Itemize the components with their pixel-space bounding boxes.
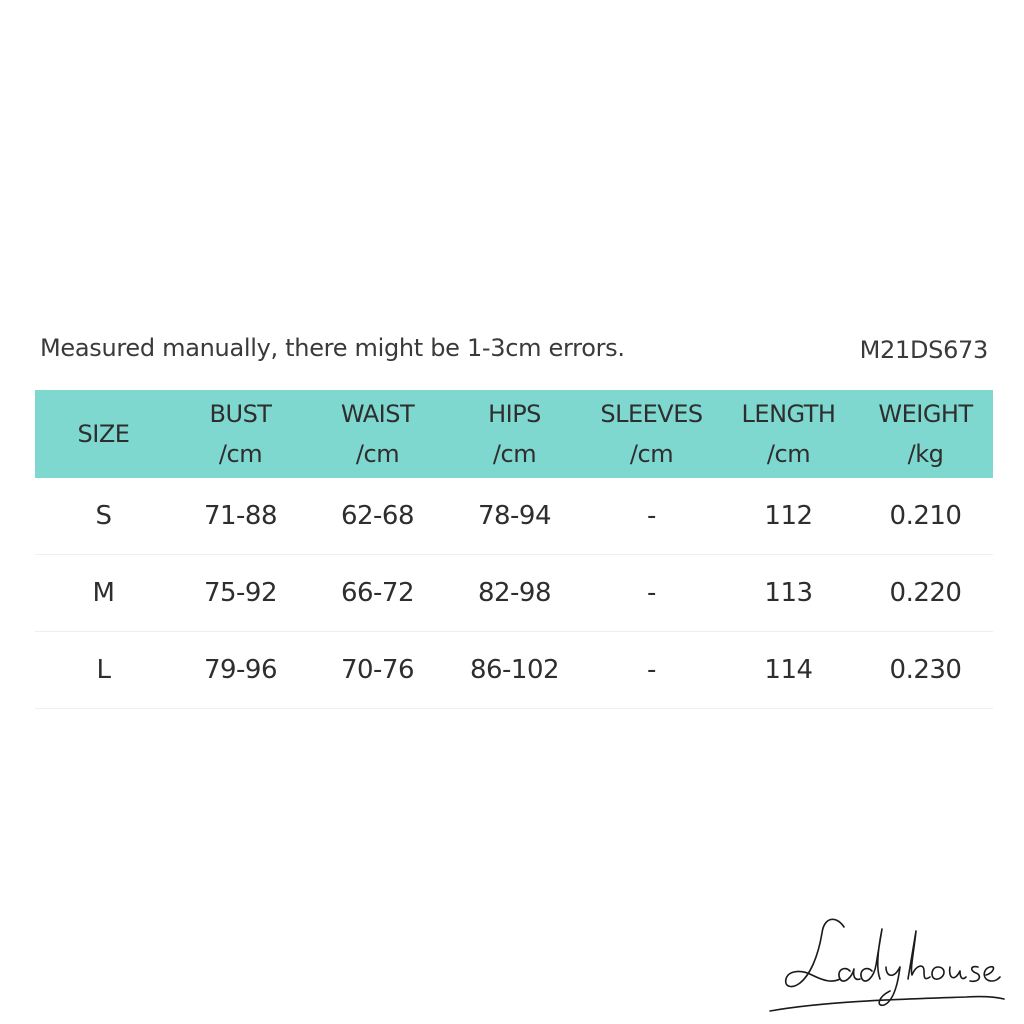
cell-sleeves: - bbox=[647, 578, 656, 608]
cell-size: M bbox=[92, 578, 115, 608]
header-weight-title: WEIGHT bbox=[878, 400, 973, 428]
table-header-row bbox=[35, 390, 993, 478]
cell-bust: 71-88 bbox=[203, 501, 278, 531]
product-code: M21DS673 bbox=[859, 336, 988, 364]
header-weight bbox=[857, 394, 994, 474]
brand-logo bbox=[766, 905, 1006, 1015]
header-length-title: LENGTH bbox=[741, 400, 836, 428]
header-bust-title: BUST bbox=[209, 400, 272, 428]
cell-bust: 75-92 bbox=[203, 578, 278, 608]
header-weight-unit: /kg bbox=[907, 440, 944, 468]
table-row bbox=[35, 555, 993, 632]
header-waist-unit: /cm bbox=[355, 440, 400, 468]
cell-weight: 0.230 bbox=[889, 655, 962, 685]
header-waist bbox=[309, 394, 446, 474]
header-sleeves-title: SLEEVES bbox=[600, 400, 703, 428]
header-hips-unit: /cm bbox=[492, 440, 537, 468]
header-bust-unit: /cm bbox=[218, 440, 263, 468]
cell-hips: 78-94 bbox=[477, 501, 552, 531]
header-length-unit: /cm bbox=[766, 440, 811, 468]
header-size bbox=[35, 414, 172, 454]
header-bust bbox=[172, 394, 309, 474]
cell-sleeves: - bbox=[647, 501, 656, 531]
header-waist-title: WAIST bbox=[340, 400, 415, 428]
cell-waist: 66-72 bbox=[340, 578, 415, 608]
cell-length: 113 bbox=[764, 578, 813, 608]
header-sleeves bbox=[583, 394, 720, 474]
table-row bbox=[35, 478, 993, 555]
cell-weight: 0.210 bbox=[889, 501, 962, 531]
table-row bbox=[35, 632, 993, 709]
header-hips bbox=[446, 394, 583, 474]
cell-waist: 62-68 bbox=[340, 501, 415, 531]
measurement-note: Measured manually, there might be 1-3cm errors. bbox=[40, 334, 625, 362]
cell-hips: 82-98 bbox=[477, 578, 552, 608]
size-chart-table bbox=[35, 390, 993, 709]
cell-bust: 79-96 bbox=[203, 655, 278, 685]
cell-size: S bbox=[95, 501, 112, 531]
cell-length: 114 bbox=[764, 655, 813, 685]
header-hips-title: HIPS bbox=[488, 400, 541, 428]
header-length bbox=[720, 394, 857, 474]
cell-size: L bbox=[96, 655, 111, 685]
cell-weight: 0.220 bbox=[889, 578, 962, 608]
cell-hips: 86-102 bbox=[469, 655, 560, 685]
header-size-title: SIZE bbox=[77, 420, 130, 448]
cell-waist: 70-76 bbox=[340, 655, 415, 685]
cell-sleeves: - bbox=[647, 655, 656, 685]
header-sleeves-unit: /cm bbox=[629, 440, 674, 468]
cell-length: 112 bbox=[764, 501, 813, 531]
